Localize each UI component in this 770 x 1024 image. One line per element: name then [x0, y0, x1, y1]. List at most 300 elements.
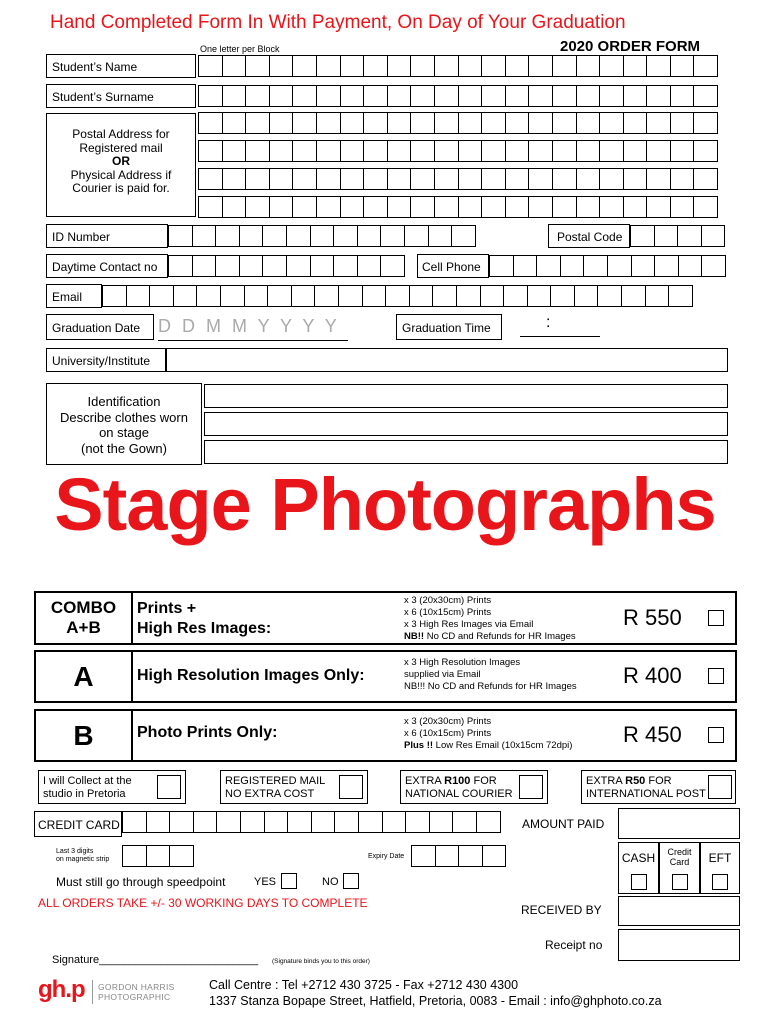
grad-date-label: Graduation Date — [52, 321, 141, 335]
char-cell[interactable] — [631, 255, 656, 277]
char-cell[interactable] — [198, 196, 223, 218]
a-detail-3: NB!!! No CD and Refunds for HR Images — [404, 681, 577, 692]
national-checkbox[interactable] — [519, 775, 543, 799]
char-cell[interactable] — [410, 196, 435, 218]
char-cell[interactable] — [552, 112, 577, 134]
char-cell[interactable] — [621, 285, 646, 307]
char-cell[interactable] — [599, 55, 624, 77]
char-cell[interactable] — [216, 811, 241, 833]
order-form-label: 2020 ORDER FORM — [560, 38, 701, 55]
receipt-no-input[interactable] — [618, 929, 740, 961]
char-cell[interactable] — [599, 196, 624, 218]
char-cell[interactable] — [435, 845, 460, 867]
char-cell[interactable] — [503, 285, 528, 307]
char-cell[interactable] — [670, 196, 695, 218]
char-cell[interactable] — [597, 285, 622, 307]
char-cell[interactable] — [405, 811, 430, 833]
credit-box — [659, 842, 700, 894]
char-cell[interactable] — [267, 285, 292, 307]
char-cell[interactable] — [287, 811, 312, 833]
char-cell[interactable] — [505, 168, 530, 190]
char-cell[interactable] — [599, 168, 624, 190]
cell-cells[interactable] — [489, 255, 725, 277]
char-cell[interactable] — [387, 112, 412, 134]
char-cell[interactable] — [340, 112, 365, 134]
id-cells[interactable] — [168, 225, 475, 247]
char-cell[interactable] — [269, 112, 294, 134]
char-cell[interactable] — [245, 85, 270, 107]
char-cell[interactable] — [192, 255, 217, 277]
char-cell[interactable] — [434, 112, 459, 134]
char-cell[interactable] — [245, 140, 270, 162]
char-cell[interactable] — [380, 225, 405, 247]
postal-code-label-box — [548, 224, 630, 248]
email-label-box — [46, 284, 102, 308]
char-cell[interactable] — [693, 140, 718, 162]
char-cell[interactable] — [434, 168, 459, 190]
footer-line-2: 1337 Stanza Bopape Street, Hatfield, Pretoria, 0083 - Email : info@ghphoto.co.za — [209, 994, 662, 1008]
received-by-input[interactable] — [618, 896, 740, 926]
char-cell[interactable] — [410, 140, 435, 162]
char-cell[interactable] — [670, 55, 695, 77]
char-cell[interactable] — [387, 85, 412, 107]
char-cell[interactable] — [552, 168, 577, 190]
ident-line-2[interactable] — [204, 412, 728, 436]
char-cell[interactable] — [244, 285, 269, 307]
char-cell[interactable] — [505, 85, 530, 107]
char-cell[interactable] — [362, 285, 387, 307]
char-cell[interactable] — [646, 85, 671, 107]
char-cell[interactable] — [292, 55, 317, 77]
char-cell[interactable] — [146, 811, 171, 833]
char-cell[interactable] — [387, 168, 412, 190]
char-cell[interactable] — [646, 112, 671, 134]
char-cell[interactable] — [701, 255, 726, 277]
registered-checkbox[interactable] — [339, 775, 363, 799]
char-cell[interactable] — [693, 85, 718, 107]
last3-label-2: on magnetic strip — [56, 856, 110, 863]
char-cell[interactable] — [678, 255, 703, 277]
char-cell[interactable] — [623, 55, 648, 77]
char-cell[interactable] — [316, 55, 341, 77]
char-cell[interactable] — [245, 112, 270, 134]
char-cell[interactable] — [452, 811, 477, 833]
char-cell[interactable] — [198, 112, 223, 134]
char-cell[interactable] — [196, 285, 221, 307]
char-cell[interactable] — [528, 112, 553, 134]
char-cell[interactable] — [146, 845, 171, 867]
cvv-cells[interactable] — [122, 845, 193, 867]
char-cell[interactable] — [334, 811, 359, 833]
char-cell[interactable] — [552, 55, 577, 77]
combo-detail-2: x 6 (10x15cm) Prints — [404, 607, 492, 618]
cell-label: Cell Phone — [422, 260, 481, 274]
postal-cells-1[interactable] — [198, 112, 717, 134]
char-cell[interactable] — [310, 255, 335, 277]
logo-divider — [92, 980, 93, 1004]
char-cell[interactable] — [701, 225, 726, 247]
char-cell[interactable] — [316, 140, 341, 162]
char-cell[interactable] — [215, 225, 240, 247]
char-cell[interactable] — [550, 285, 575, 307]
char-cell[interactable] — [357, 255, 382, 277]
grad-date-input[interactable]: D D M M Y Y Y Y — [158, 316, 340, 336]
grad-time-label: Graduation Time — [402, 321, 491, 335]
char-cell[interactable] — [668, 285, 693, 307]
char-cell[interactable] — [693, 196, 718, 218]
char-cell[interactable] — [198, 168, 223, 190]
char-cell[interactable] — [338, 285, 363, 307]
char-cell[interactable] — [458, 85, 483, 107]
char-cell[interactable] — [310, 225, 335, 247]
char-cell[interactable] — [262, 255, 287, 277]
char-cell[interactable] — [357, 225, 382, 247]
ident-label-4: (not the Gown) — [81, 440, 167, 456]
national-label-2: NATIONAL COURIER — [405, 788, 513, 800]
grad-time-colon: : — [546, 314, 551, 331]
char-cell[interactable] — [215, 255, 240, 277]
char-cell[interactable] — [528, 196, 553, 218]
char-cell[interactable] — [576, 85, 601, 107]
char-cell[interactable] — [576, 55, 601, 77]
char-cell[interactable] — [385, 285, 410, 307]
char-cell[interactable] — [149, 285, 174, 307]
char-cell[interactable] — [292, 140, 317, 162]
char-cell[interactable] — [654, 255, 679, 277]
char-cell[interactable] — [476, 811, 501, 833]
char-cell[interactable] — [481, 55, 506, 77]
char-cell[interactable] — [458, 112, 483, 134]
char-cell[interactable] — [458, 196, 483, 218]
char-cell[interactable] — [552, 140, 577, 162]
char-cell[interactable] — [434, 55, 459, 77]
char-cell[interactable] — [404, 225, 429, 247]
postal-cells-3[interactable] — [198, 168, 717, 190]
char-cell[interactable] — [245, 168, 270, 190]
postal-label-box — [46, 113, 196, 217]
char-cell[interactable] — [576, 112, 601, 134]
char-cell[interactable] — [623, 196, 648, 218]
amount-paid-input[interactable] — [618, 808, 740, 839]
char-cell[interactable] — [264, 811, 289, 833]
char-cell[interactable] — [410, 55, 435, 77]
char-cell[interactable] — [576, 196, 601, 218]
char-cell[interactable] — [245, 196, 270, 218]
char-cell[interactable] — [333, 225, 358, 247]
char-cell[interactable] — [599, 112, 624, 134]
postal-label-2: Registered mail — [79, 140, 163, 155]
char-cell[interactable] — [262, 225, 287, 247]
char-cell[interactable] — [481, 168, 506, 190]
char-cell[interactable] — [693, 112, 718, 134]
char-cell[interactable] — [428, 225, 453, 247]
university-label-box — [46, 348, 166, 372]
char-cell[interactable] — [599, 85, 624, 107]
char-cell[interactable] — [434, 140, 459, 162]
char-cell[interactable] — [168, 225, 193, 247]
ghp-logo: gh.p — [38, 976, 85, 1003]
char-cell[interactable] — [693, 168, 718, 190]
char-cell[interactable] — [670, 140, 695, 162]
combo-checkbox[interactable] — [708, 610, 724, 626]
char-cell[interactable] — [340, 55, 365, 77]
grad-time-input[interactable] — [520, 336, 600, 337]
char-cell[interactable] — [363, 112, 388, 134]
postal-label-or: OR — [112, 154, 130, 168]
char-cell[interactable] — [222, 85, 247, 107]
char-cell[interactable] — [387, 140, 412, 162]
daytime-label: Daytime Contact no — [52, 260, 158, 274]
char-cell[interactable] — [527, 285, 552, 307]
char-cell[interactable] — [410, 85, 435, 107]
b-checkbox[interactable] — [708, 727, 724, 743]
credit-card-label-box — [34, 811, 122, 837]
cell-label-box — [417, 254, 489, 278]
char-cell[interactable] — [409, 285, 434, 307]
char-cell[interactable] — [198, 140, 223, 162]
char-cell[interactable] — [126, 285, 151, 307]
char-cell[interactable] — [314, 285, 339, 307]
postal-code-cells[interactable] — [630, 225, 724, 247]
char-cell[interactable] — [411, 845, 436, 867]
eft-box — [700, 842, 740, 894]
char-cell[interactable] — [410, 112, 435, 134]
eft-checkbox[interactable] — [712, 874, 728, 890]
char-cell[interactable] — [429, 811, 454, 833]
email-cells[interactable] — [102, 285, 692, 307]
char-cell[interactable] — [552, 196, 577, 218]
ident-line-3[interactable] — [204, 440, 728, 464]
char-cell[interactable] — [505, 112, 530, 134]
char-cell[interactable] — [481, 140, 506, 162]
char-cell[interactable] — [198, 55, 223, 77]
surname-label: Student’s Surname — [52, 90, 154, 104]
char-cell[interactable] — [358, 811, 383, 833]
char-cell[interactable] — [239, 255, 264, 277]
char-cell[interactable] — [363, 85, 388, 107]
char-cell[interactable] — [382, 811, 407, 833]
char-cell[interactable] — [173, 285, 198, 307]
char-cell[interactable] — [316, 196, 341, 218]
char-cell[interactable] — [623, 140, 648, 162]
char-cell[interactable] — [222, 55, 247, 77]
char-cell[interactable] — [432, 285, 457, 307]
char-cell[interactable] — [269, 55, 294, 77]
char-cell[interactable] — [489, 255, 514, 277]
char-cell[interactable] — [458, 845, 483, 867]
char-cell[interactable] — [576, 168, 601, 190]
char-cell[interactable] — [623, 85, 648, 107]
char-cell[interactable] — [102, 285, 127, 307]
char-cell[interactable] — [387, 196, 412, 218]
char-cell[interactable] — [528, 55, 553, 77]
ident-line-1[interactable] — [204, 384, 728, 408]
logo-text-2: PHOTOGRAPHIC — [98, 992, 171, 1002]
char-cell[interactable] — [458, 55, 483, 77]
char-cell[interactable] — [623, 112, 648, 134]
char-cell[interactable] — [528, 140, 553, 162]
char-cell[interactable] — [434, 196, 459, 218]
char-cell[interactable] — [269, 168, 294, 190]
char-cell[interactable] — [528, 168, 553, 190]
cash-checkbox[interactable] — [631, 874, 647, 890]
char-cell[interactable] — [222, 112, 247, 134]
b-detail-3: Plus !! Low Res Email (10x15cm 72dpi) — [404, 740, 573, 751]
char-cell[interactable] — [560, 255, 585, 277]
char-cell[interactable] — [363, 140, 388, 162]
postal-cells-4[interactable] — [198, 196, 717, 218]
char-cell[interactable] — [693, 55, 718, 77]
char-cell[interactable] — [340, 168, 365, 190]
surname-cells[interactable] — [198, 85, 717, 107]
char-cell[interactable] — [670, 112, 695, 134]
char-cell[interactable] — [599, 140, 624, 162]
signature-note: (Signature binds you to this order) — [272, 958, 370, 965]
char-cell[interactable] — [451, 225, 476, 247]
char-cell[interactable] — [245, 55, 270, 77]
char-cell[interactable] — [222, 140, 247, 162]
char-cell[interactable] — [607, 255, 632, 277]
char-cell[interactable] — [630, 225, 655, 247]
char-cell[interactable] — [505, 196, 530, 218]
char-cell[interactable] — [623, 168, 648, 190]
char-cell[interactable] — [458, 140, 483, 162]
char-cell[interactable] — [333, 255, 358, 277]
b-plus: Plus !! — [404, 740, 434, 751]
char-cell[interactable] — [670, 168, 695, 190]
char-cell[interactable] — [645, 285, 670, 307]
cash-label: CASH — [621, 851, 656, 865]
char-cell[interactable] — [574, 285, 599, 307]
char-cell[interactable] — [168, 255, 193, 277]
char-cell[interactable] — [481, 85, 506, 107]
credit-label-1: Credit — [667, 847, 692, 857]
no-checkbox[interactable] — [343, 873, 359, 889]
char-cell[interactable] — [646, 196, 671, 218]
international-checkbox[interactable] — [708, 775, 732, 799]
char-cell[interactable] — [458, 168, 483, 190]
char-cell[interactable] — [311, 811, 336, 833]
collect-option — [38, 770, 186, 804]
char-cell[interactable] — [363, 196, 388, 218]
a-checkbox[interactable] — [708, 668, 724, 684]
char-cell[interactable] — [316, 85, 341, 107]
ident-label-2: Describe clothes worn — [60, 409, 188, 425]
char-cell[interactable] — [292, 168, 317, 190]
char-cell[interactable] — [316, 168, 341, 190]
char-cell[interactable] — [291, 285, 316, 307]
char-cell[interactable] — [292, 196, 317, 218]
char-cell[interactable] — [340, 196, 365, 218]
char-cell[interactable] — [269, 85, 294, 107]
combo-detail-4: NB!! No CD and Refunds for HR Images — [404, 631, 576, 642]
char-cell[interactable] — [169, 845, 194, 867]
name-label-box — [46, 54, 196, 78]
char-cell[interactable] — [380, 255, 405, 277]
b-detail-2: x 6 (10x15cm) Prints — [404, 728, 492, 739]
char-cell[interactable] — [481, 196, 506, 218]
postal-cells-2[interactable] — [198, 140, 717, 162]
char-cell[interactable] — [513, 255, 538, 277]
expiry-cells[interactable] — [411, 845, 505, 867]
char-cell[interactable] — [269, 196, 294, 218]
char-cell[interactable] — [505, 140, 530, 162]
char-cell[interactable] — [286, 255, 311, 277]
char-cell[interactable] — [583, 255, 608, 277]
credit-card-cells[interactable] — [122, 811, 500, 833]
daytime-cells[interactable] — [168, 255, 404, 277]
char-cell[interactable] — [316, 112, 341, 134]
university-label: University/Institute — [52, 354, 151, 368]
char-cell[interactable] — [363, 55, 388, 77]
char-cell[interactable] — [220, 285, 245, 307]
no-label: NO — [322, 876, 339, 888]
char-cell[interactable] — [480, 285, 505, 307]
char-cell[interactable] — [646, 168, 671, 190]
char-cell[interactable] — [576, 140, 601, 162]
combo-code-1: COMBO — [50, 598, 117, 617]
char-cell[interactable] — [670, 85, 695, 107]
credit-label-2: Card — [669, 857, 690, 867]
char-cell[interactable] — [222, 196, 247, 218]
a-name: High Resolution Images Only: — [137, 667, 365, 684]
char-cell[interactable] — [410, 168, 435, 190]
char-cell[interactable] — [122, 811, 147, 833]
char-cell[interactable] — [505, 55, 530, 77]
char-cell[interactable] — [481, 112, 506, 134]
char-cell[interactable] — [528, 85, 553, 107]
char-cell[interactable] — [198, 85, 223, 107]
char-cell[interactable] — [387, 55, 412, 77]
signature-line[interactable]: Signature__________________________ — [52, 954, 259, 966]
char-cell[interactable] — [269, 140, 294, 162]
university-input[interactable] — [166, 348, 728, 372]
char-cell[interactable] — [434, 85, 459, 107]
combo-name-1: Prints + — [137, 600, 197, 617]
postal-label-1: Postal Address for — [72, 127, 170, 141]
char-cell[interactable] — [193, 811, 218, 833]
b-code: B — [73, 720, 94, 751]
char-cell[interactable] — [169, 811, 194, 833]
char-cell[interactable] — [456, 285, 481, 307]
grad-time-label-box — [396, 314, 502, 340]
char-cell[interactable] — [363, 168, 388, 190]
char-cell[interactable] — [482, 845, 507, 867]
char-cell[interactable] — [240, 811, 265, 833]
surname-label-box — [46, 84, 196, 108]
char-cell[interactable] — [552, 85, 577, 107]
char-cell[interactable] — [292, 112, 317, 134]
char-cell[interactable] — [222, 168, 247, 190]
char-cell[interactable] — [536, 255, 561, 277]
char-cell[interactable] — [239, 225, 264, 247]
char-cell[interactable] — [654, 225, 679, 247]
collect-checkbox[interactable] — [157, 775, 181, 799]
credit-checkbox[interactable] — [672, 874, 688, 890]
b-detail-1: x 3 (20x30cm) Prints — [404, 716, 492, 727]
name-cells[interactable] — [198, 55, 717, 77]
char-cell[interactable] — [192, 225, 217, 247]
char-cell[interactable] — [340, 85, 365, 107]
char-cell[interactable] — [122, 845, 147, 867]
char-cell[interactable] — [646, 55, 671, 77]
yes-checkbox[interactable] — [281, 873, 297, 889]
char-cell[interactable] — [340, 140, 365, 162]
char-cell[interactable] — [292, 85, 317, 107]
char-cell[interactable] — [286, 225, 311, 247]
char-cell[interactable] — [677, 225, 702, 247]
char-cell[interactable] — [646, 140, 671, 162]
